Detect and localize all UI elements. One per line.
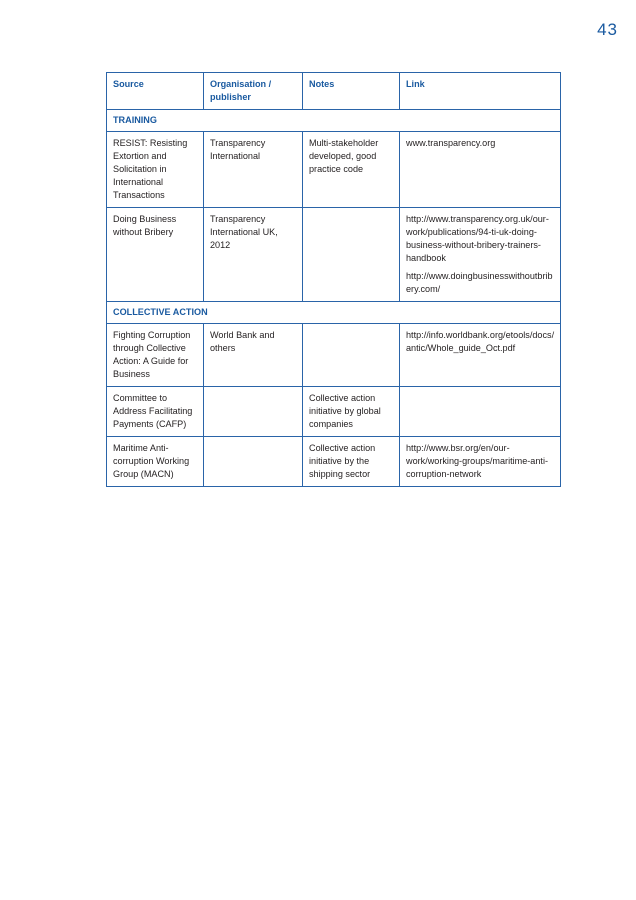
cell-source: Maritime Anti-corruption Working Group (MACN) [107,437,204,487]
resources-table [106,72,561,487]
link-text[interactable]: http://www.doingbusinesswithoutbribery.com/ [406,271,553,294]
header-source: Source [107,73,204,110]
table-row [107,437,561,487]
link-text[interactable]: www.transparency.org [406,138,496,148]
cell-notes: Collective action initiative by the shipping sector [303,437,400,487]
cell-link [400,324,561,387]
cell-source: RESIST: Resisting Extortion and Solicitation in International Transactions [107,132,204,208]
section-title: TRAINING [107,110,561,132]
cell-source: Fighting Corruption through Collective Action: A Guide for Business [107,324,204,387]
section-row-training [107,110,561,132]
cell-link [400,387,561,437]
table-header-row [107,73,561,110]
link-text[interactable]: http://www.bsr.org/en/our-work/working-groups/maritime-anti-corruption-network [406,443,549,479]
cell-organisation: World Bank and others [204,324,303,387]
cell-source: Committee to Address Facilitating Payments (CAFP) [107,387,204,437]
cell-notes: Collective action initiative by global companies [303,387,400,437]
page-number: 43 [597,20,618,39]
header-link: Link [400,73,561,110]
cell-notes [303,208,400,302]
cell-link [400,132,561,208]
cell-link [400,437,561,487]
cell-organisation [204,437,303,487]
section-row-collective-action [107,302,561,324]
header-notes: Notes [303,73,400,110]
cell-link [400,208,561,302]
cell-organisation: Transparency International [204,132,303,208]
link-text[interactable]: http://info.worldbank.org/etools/docs/antic/Whole_guide_Oct.pdf [406,330,555,353]
cell-notes: Multi-stakeholder developed, good practice code [303,132,400,208]
cell-source: Doing Business without Bribery [107,208,204,302]
table-row [107,387,561,437]
cell-organisation: Transparency International UK, 2012 [204,208,303,302]
link-text[interactable]: http://www.transparency.org.uk/our-work/publications/94-ti-uk-doing-business-without-bribery-trainers-handbook [406,214,549,263]
cell-organisation [204,387,303,437]
cell-notes [303,324,400,387]
table-row [107,324,561,387]
table-row [107,132,561,208]
header-organisation: Organisation / publisher [204,73,303,110]
section-title: COLLECTIVE ACTION [107,302,561,324]
table-row [107,208,561,302]
